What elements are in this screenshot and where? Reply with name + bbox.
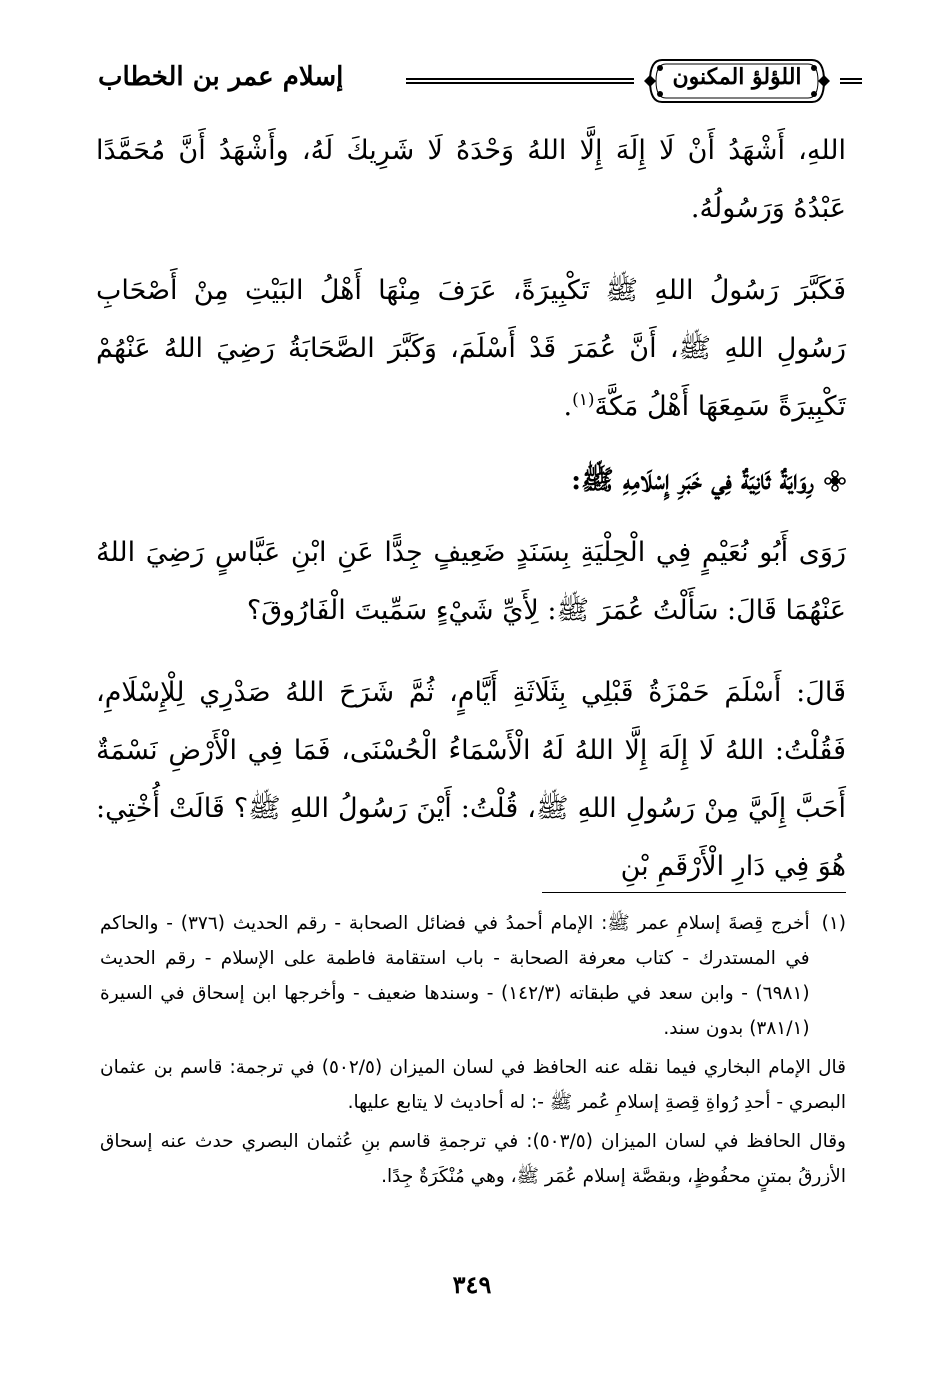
footnote-1-text-b: قال الإمام البخاري فيما نقله عنه الحافظ في لسان الميزان (٥٠٢/٥) في ترجمة: قاسم بن عثمان البصري - أحدِ رُواةِ قِصةِ إسلامِ عُمر ﷺ -: له أحاديث لا يتابع عليها. xyxy=(100,1057,846,1113)
footnote-number: (١) xyxy=(821,913,846,934)
paragraph-2-text: فَكَبَّرَ رَسُولُ اللهِ ﷺ تَكْبِيرَةً، عَرَفَ مِنْهَا أَهْلُ البَيْتِ مِنْ أَصْحَابِ رَسُولِ اللهِ ﷺ، أَنَّ عُمَرَ قَدْ أَسْلَمَ، وَكَبَّرَ الصَّحَابَةُ رَضِيَ اللهُ عَنْهُمْ تَكْبِيرَةً سَمِعَهَا أَهْلُ مَكَّةَ xyxy=(96,275,846,422)
paragraph-4: قَالَ: أَسْلَمَ حَمْزَةُ قَبْلِي بِثَلَاثَةِ أَيَّامٍ، ثُمَّ شَرَحَ اللهُ صَدْرِي لِلْإِسْلَامِ، فَقُلْتُ: اللهُ لَا إِلَهَ إِلَّا اللهُ لَهُ الْأَسْمَاءُ الْحُسْنَى، فَمَا فِي الْأَرْضِ نَسْمَةٌ أَحَبَّ إِلَيَّ مِنْ رَسُولِ اللهِ ﷺ، قُلْتُ: أَيْنَ رَسُولُ اللهِ ﷺ؟ قَالَتْ أُخْتِي: هُوَ فِي دَارِ الْأَرْقَمِ بْنِ xyxy=(96,677,846,882)
header-rule-middle xyxy=(406,78,634,84)
page-header xyxy=(98,52,862,110)
running-title: إسلام عمر بن الخطاب xyxy=(98,62,344,92)
footnote-1-text-c: وقال الحافظ في لسان الميزان (٥٠٣/٥): في ترجمةِ قاسم بنِ عُثمان البصري حدث عنه إسحاق الأزرقُ بمتنٍ محفُوظٍ، وبقصَّة إسلام عُمَر ﷺ، وهي مُنْكَرَةٌ جِدًا. xyxy=(100,1131,846,1187)
book-title: اللؤلؤ المكنون xyxy=(672,64,802,90)
paragraph-2 xyxy=(96,262,846,436)
paragraph-1: اللهِ، أَشْهَدُ أَنْ لَا إِلَهَ إِلَّا اللهُ وَحْدَهُ لَا شَرِيكَ لَهُ، وأَشْهَدُ أَنَّ مُحَمَّدًا عَبْدُهُ وَرَسُولُهُ. xyxy=(96,135,846,224)
footnotes xyxy=(100,906,846,1198)
paragraph-2-end: . xyxy=(563,391,573,422)
footnote-1-text-a: أخرج قِصةَ إسلامِ عمر ﷺ: الإمام أحمدُ في فضائل الصحابة - رقم الحديث (٣٧٦) - والحاكم في المستدرك - كتاب معرفة الصحابة - باب استقامة فاطمة على الإسلام - رقم الحديث (٦٩٨١) - وابن سعد في طبقاته (١٤٢/٣) - وسندها ضعيف - وأخرجها ابن إسحاق في السيرة (٣٨١/١) بدون سند. xyxy=(100,913,810,1039)
section-subheading xyxy=(96,452,846,510)
main-text xyxy=(96,122,846,920)
book-title-badge xyxy=(642,54,832,108)
footnote-reference: (١) xyxy=(572,390,595,410)
paragraph-3: رَوَى أَبُو نُعَيْمٍ فِي الْحِلْيَةِ بِسَنَدٍ ضَعِيفٍ جِدًّا عَنِ ابْنِ عَبَّاسٍ رَضِيَ اللهُ عَنْهُمَا قَالَ: سَأَلْتُ عُمَرَ ﷺ: لِأَيِّ شَيْءٍ سَمِّيتَ الْفَارُوقَ؟ xyxy=(96,537,846,626)
page-number: ٣٤٩ xyxy=(452,1270,492,1299)
footnote-1 xyxy=(100,906,846,1050)
footnote-separator xyxy=(542,892,846,893)
subheading-text: رِوَايَةٌ ثَانِيَةٌ فِي خَبَرِ إِسْلَامِهِ ﷺ: xyxy=(571,465,814,496)
flower-ornament-icon xyxy=(824,470,846,492)
header-rule-right xyxy=(840,78,862,84)
